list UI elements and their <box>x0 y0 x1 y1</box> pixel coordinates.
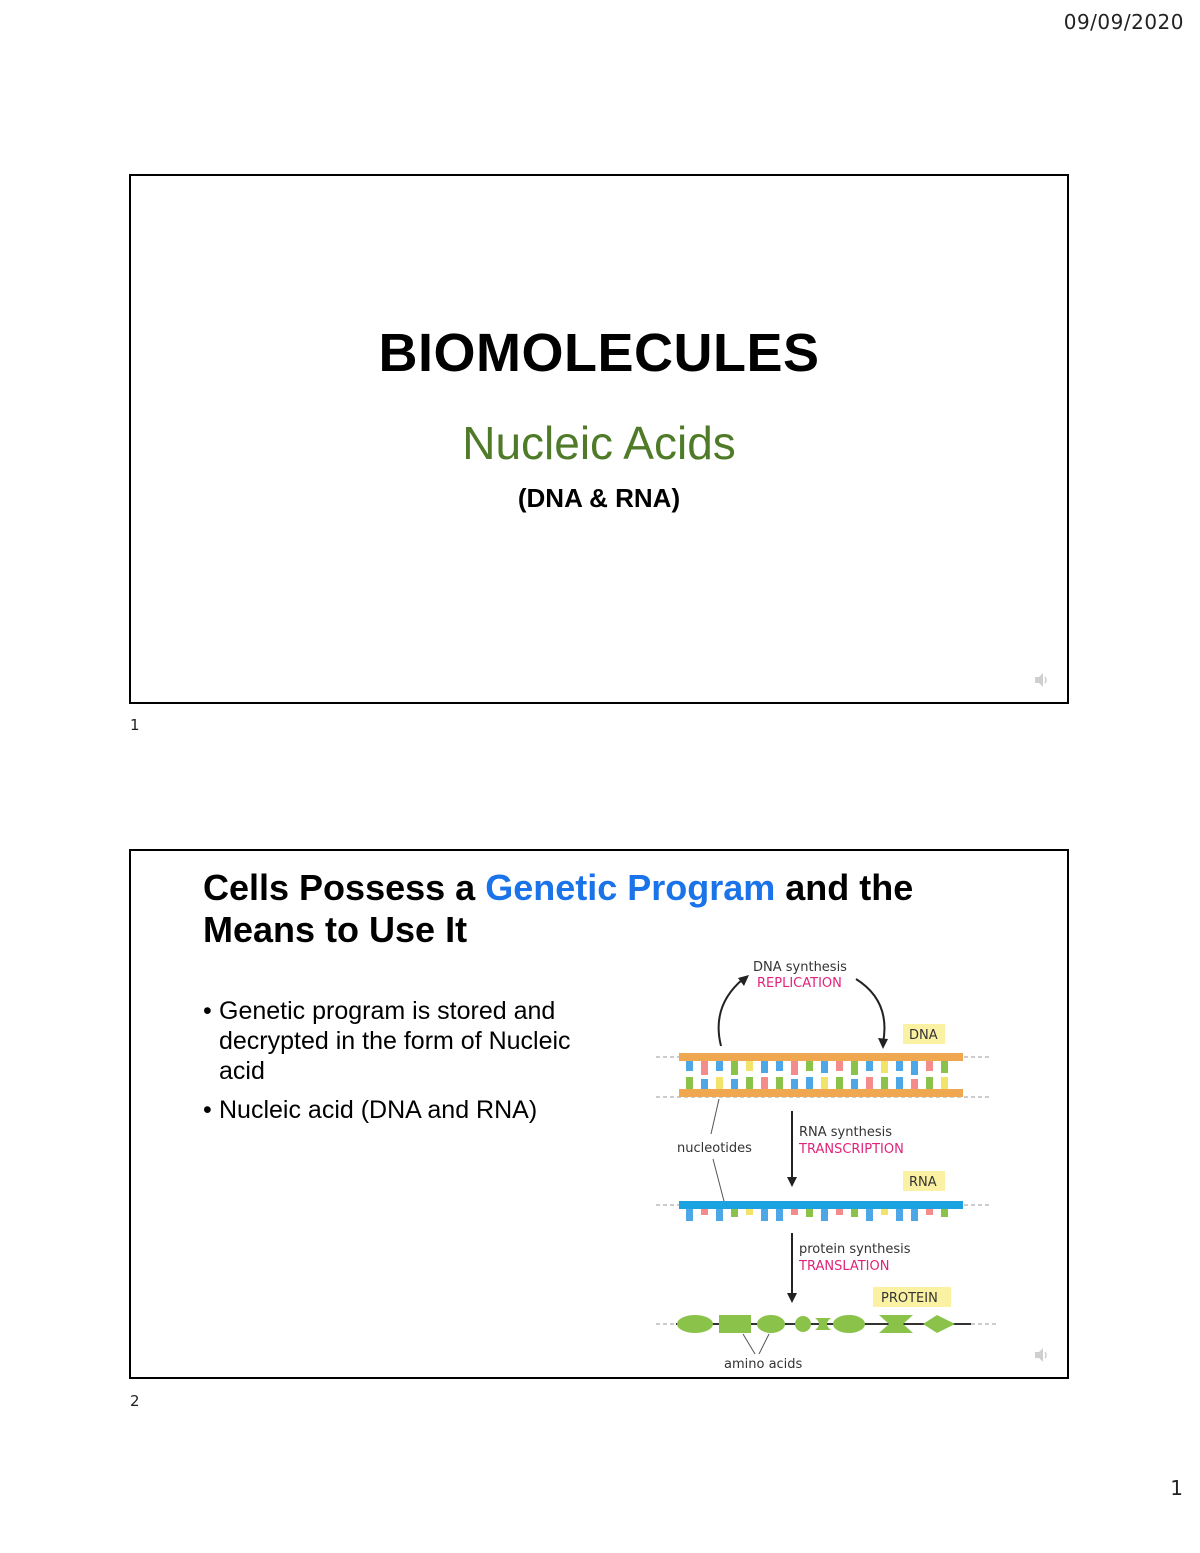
page-number: 1 <box>1170 1476 1183 1500</box>
amino-acids-label: amino acids <box>724 1357 803 1371</box>
rna-label: RNA <box>909 1175 937 1190</box>
bullet-item: • Nucleic acid (DNA and RNA) <box>203 1095 623 1125</box>
arrow-head <box>738 975 749 986</box>
rna-synthesis-label: RNA synthesis <box>799 1125 892 1140</box>
bullet-list <box>203 996 623 1134</box>
rna-strand <box>679 1201 963 1209</box>
slide-1 <box>129 174 1069 704</box>
rna-bases <box>686 1209 948 1221</box>
replication-arrow-right <box>856 979 884 1043</box>
slide-title <box>203 867 1023 951</box>
dna-base-pairs <box>686 1061 948 1089</box>
slide-number: 1 <box>130 716 140 734</box>
title-part-2: and the Means to Use It <box>203 867 914 950</box>
dna-label: DNA <box>909 1028 938 1043</box>
page-date: 09/09/2020 <box>1063 10 1184 34</box>
title-accent: Genetic Program <box>485 867 776 908</box>
speaker-icon[interactable] <box>1033 672 1051 688</box>
bullet-item: • Genetic program is stored and decrypted in the form of Nucleic acid <box>203 996 623 1086</box>
slide-number: 2 <box>130 1392 140 1410</box>
arrow-head <box>878 1038 888 1049</box>
title-part-1: Cells Possess a <box>203 867 486 908</box>
translation-label: TRANSLATION <box>799 1259 890 1274</box>
transcription-label: TRANSCRIPTION <box>799 1142 904 1157</box>
speaker-icon[interactable] <box>1033 1347 1051 1363</box>
nucleotides-label: nucleotides <box>677 1141 752 1156</box>
dna-strand-top <box>679 1053 963 1061</box>
slide-note: (DNA & RNA) <box>517 483 681 513</box>
slide-title: BIOMOLECULES <box>378 323 820 383</box>
central-dogma-diagram <box>651 951 1001 1371</box>
dna-strand-bottom <box>679 1089 963 1097</box>
dna-synthesis-label: DNA synthesis <box>753 960 847 975</box>
replication-arrow-left <box>719 979 743 1046</box>
slide-2 <box>129 849 1069 1379</box>
protein-label: PROTEIN <box>881 1291 938 1306</box>
slide-subtitle: Nucleic Acids <box>462 417 736 469</box>
replication-label: REPLICATION <box>757 976 842 991</box>
protein-synthesis-label: protein synthesis <box>799 1242 911 1257</box>
